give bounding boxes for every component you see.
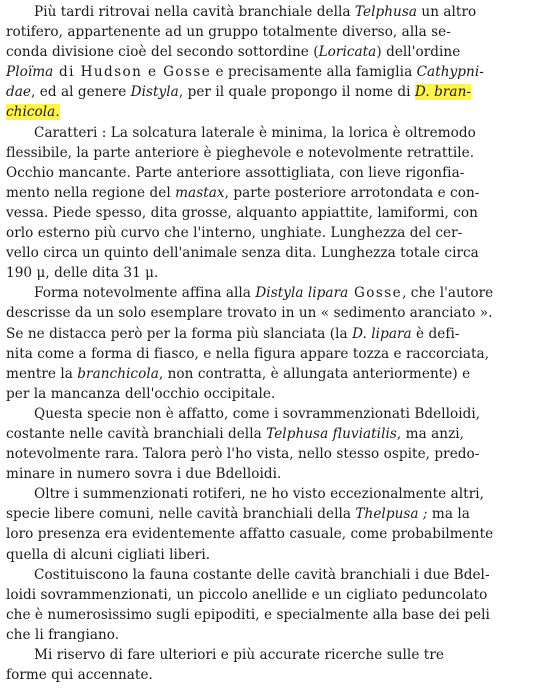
text-span: che li frangiano. — [6, 626, 120, 643]
text-span: vessa. Piede spesso, dita grosse, alquanto appiattite, lamiformi, con — [6, 204, 478, 221]
text-line — [6, 384, 539, 404]
text-line — [6, 303, 539, 323]
highlighted-term: D. bran- — [414, 84, 472, 101]
text-span: , ma anzi, — [396, 425, 465, 442]
text-span: flessibile, la parte anteriore è pieghevole e notevolmente retrattile. — [6, 144, 475, 161]
text-line — [6, 22, 539, 42]
text-span: Oltre i summenzionati rotiferi, ne ho visto eccezionalmente altri, — [34, 486, 485, 503]
text-line — [6, 605, 539, 625]
text-span: Distyla — [130, 84, 179, 101]
text-span: Gosse — [348, 285, 403, 302]
text-span: , non contratta, è allungata anteriormente) e — [158, 365, 471, 382]
text-line — [6, 344, 539, 364]
text-line — [6, 123, 539, 143]
text-span: , ed al genere — [31, 84, 131, 101]
text-span: notevolmente rara. Talora però l'ho vista, nello stesso ospite, predo- — [6, 446, 480, 463]
text-span: 190 μ, delle dita 31 μ. — [6, 265, 159, 282]
text-line — [6, 464, 539, 484]
text-span: è defi- — [411, 325, 460, 342]
text-span: vello circa un quinto dell'animale senza dita. Lunghezza totale circa — [6, 245, 479, 262]
text-span: , parte posteriore arrotondata e con- — [224, 184, 480, 201]
text-span: Questa specie non è affatto, come i sovrammenzionati Bdelloidi, — [34, 405, 481, 422]
text-line — [6, 243, 539, 263]
text-span: branchicola — [77, 365, 159, 382]
text-line — [6, 404, 539, 424]
text-span: Ploïma — [6, 64, 54, 81]
text-span: Occhio mancante. Parte anteriore assottigliata, con lieve rigonfia- — [6, 164, 465, 181]
text-span: un altro — [417, 4, 477, 20]
text-span: loro presenza era evidentemente affatto casuale, come probabilmente — [6, 526, 494, 543]
text-span: Forma notevolmente affina alla — [34, 285, 256, 302]
text-span: ) dell'ordine — [376, 44, 461, 61]
text-span: Caratteri : La solcatura laterale è minima, la lorica è oltremodo — [34, 124, 476, 141]
text-span: descrisse da un solo esemplare trovato in un « sedimento aranciato ». — [6, 305, 493, 322]
text-line — [6, 283, 539, 303]
text-span: Telphusa — [354, 4, 418, 20]
text-span: forme qui accennate. — [6, 667, 153, 684]
text-line — [6, 143, 539, 163]
text-span: che è numerosissimo sugli epipoditi, e specialmente alla base dei peli — [6, 606, 490, 623]
text-span: Più tardi ritrovai nella cavità branchiale della — [34, 4, 355, 20]
text-line — [6, 364, 539, 384]
text-span: Telphusa fluviatilis — [266, 425, 397, 442]
text-span: Se ne distacca però per la forma più slanciata (la — [6, 325, 353, 342]
text-line — [6, 565, 539, 585]
text-line — [6, 203, 539, 223]
text-line — [6, 524, 539, 544]
text-line — [6, 62, 539, 82]
text-line — [6, 444, 539, 464]
text-line — [6, 625, 539, 645]
text-span: conda divisione cioè del secondo sottordine ( — [6, 44, 319, 61]
text-span: rotifero, appartenente ad un gruppo totalmente diverso, alla se- — [6, 24, 451, 41]
text-line — [6, 504, 539, 524]
text-line — [6, 585, 539, 605]
text-line — [6, 484, 539, 504]
text-span: Distyla lipara — [255, 285, 349, 302]
text-line — [6, 424, 539, 444]
text-line — [6, 665, 539, 685]
text-span: Mi riservo di fare ulteriori e più accurate ricerche sulle tre — [34, 647, 444, 663]
text-span: dae — [6, 84, 32, 101]
text-span: mento nella regione del — [6, 184, 176, 201]
text-span: , per il quale propongo il nome di — [178, 84, 415, 101]
text-line — [6, 2, 539, 22]
text-span: mastax — [175, 184, 225, 201]
text-line — [6, 223, 539, 243]
highlighted-term: chicola. — [6, 104, 60, 121]
text-line — [6, 645, 539, 665]
text-line — [6, 42, 539, 62]
text-span: Costituiscono la fauna costante delle cavità branchiali i due Bdel- — [34, 566, 490, 583]
text-span: , che l'autore — [402, 285, 494, 302]
text-line — [6, 102, 539, 122]
text-span: costante nelle cavità branchiali della — [6, 425, 267, 442]
text-span: nita come a forma di fiasco, e nella figura appare tozza e raccorciata, — [6, 345, 490, 362]
text-line — [6, 183, 539, 203]
text-span: per la mancanza dell'occhio occipitale. — [6, 385, 276, 402]
text-span: e precisamente alla famiglia — [211, 64, 417, 81]
text-line — [6, 163, 539, 183]
text-span: D. lipara — [352, 325, 412, 342]
text-span: mentre la — [6, 365, 78, 382]
text-line — [6, 324, 539, 344]
text-span: Loricata — [318, 44, 377, 61]
text-span: specie libere comuni, nelle cavità branchiali della — [6, 506, 356, 523]
text-line — [6, 545, 539, 565]
text-span: orlo esterno più curvo che l'interno, unghiate. Lunghezza del cer- — [6, 225, 463, 242]
text-span: loidi sovrammenzionati, un piccolo anellide e un cigliato peduncolato — [6, 586, 488, 603]
text-span: minare in numero sovra i due Bdelloidi. — [6, 466, 282, 483]
text-span: Cathypni- — [416, 64, 484, 81]
text-span: quella di alcuni cigliati liberi. — [6, 546, 211, 563]
text-line — [6, 82, 539, 102]
paper-page — [6, 2, 539, 685]
text-span: ma la — [427, 506, 470, 523]
text-line — [6, 263, 539, 283]
text-span: Thelpusa ; — [355, 506, 428, 523]
text-span: di Hudson e Gosse — [53, 64, 212, 81]
